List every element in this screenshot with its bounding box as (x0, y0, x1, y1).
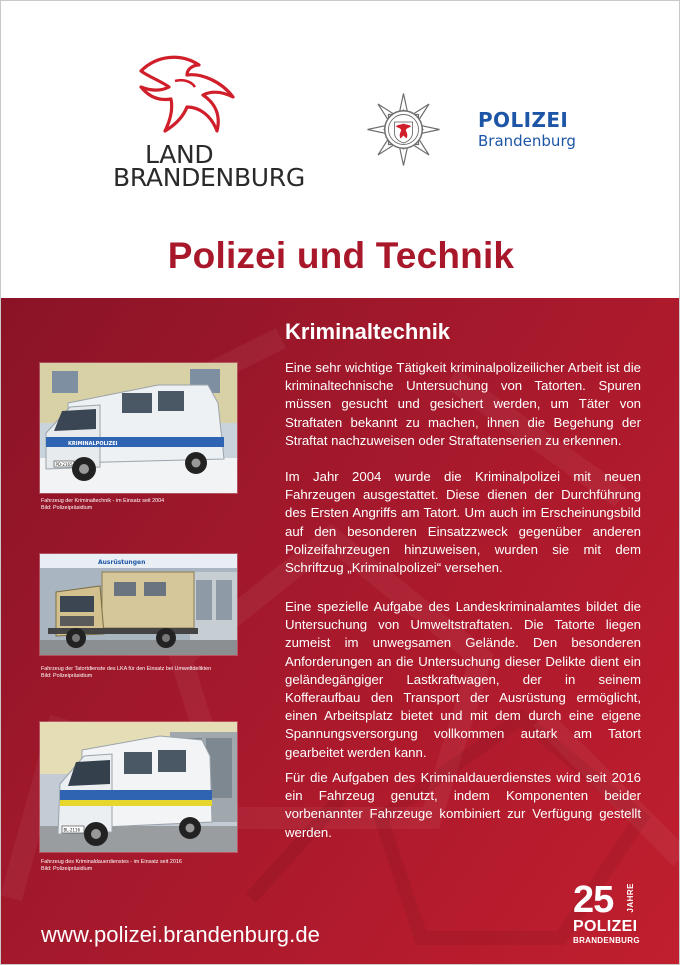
anniversary-badge (573, 881, 645, 951)
police-star-icon (366, 92, 441, 167)
photo-caption-1 (41, 498, 251, 512)
caption-text: Fahrzeug der Tatortdienste des LKA für den Einsatz bei Umweltdelikten (41, 666, 212, 672)
anniversary-number: 25 (573, 879, 614, 921)
section-title: Kriminaltechnik (285, 319, 451, 344)
eagle-icon (129, 51, 239, 146)
kdd-van-plate: BL-2116 (63, 827, 81, 833)
polizei-logo-subtitle: Brandenburg (478, 132, 576, 150)
caption-text: Fahrzeug des Kriminaldauerdienstes - im Einsatz seit 2016 (41, 859, 182, 865)
caption-credit: Bild: Polizeipräsidium (41, 505, 93, 511)
polizei-logo-title: POLIZEI (478, 108, 569, 132)
caption-credit: Bild: Polizeipräsidium (41, 673, 93, 679)
photo-caption-3 (41, 859, 251, 873)
polizei-brandenburg-logo (478, 109, 576, 151)
paragraph-1: Eine sehr wichtige Tätigkeit kriminalpolizeilicher Arbeit ist die kriminaltechnische Untersuchung von Tatorten. Spuren müssen gesucht und gesichert werden, um Täter von Straftaten bekannt zu machen, ihnen die Begehung der Straftat nachzuweisen oder Straftatenserien zu erkennen. (285, 360, 641, 448)
photo-caption-2 (41, 666, 251, 680)
caption-credit: Bild: Polizeipräsidium (41, 866, 93, 872)
caption-text: Fahrzeug der Kriminaltechnik - im Einsatz seit 2004 (41, 498, 165, 504)
anniversary-polizei: POLIZEI (573, 918, 638, 935)
paragraph-4: Für die Aufgaben des Kriminaldauerdienstes wird seit 2016 ein Fahrzeug genutzt, indem Komponenten beider vorbenannter Fahrzeuge kombiniert zur Verfügung gestellt werden. (285, 770, 641, 840)
page-title: Polizei und Technik (167, 235, 515, 276)
anniversary-jahre: JAHRE (626, 883, 635, 913)
anniversary-brandenburg: BRANDENBURG (573, 936, 640, 945)
land-text-line2: BRANDENBURG (113, 163, 305, 192)
building-sign: Ausrüstungen (98, 559, 146, 566)
photo-kdd-van (39, 721, 238, 853)
photo-kriminaltechnik-van (39, 362, 238, 494)
website-url: www.polizei.brandenburg.de (41, 922, 320, 947)
land-text-line1: LAND (145, 140, 214, 169)
van-lettering: KRIMINALPOLIZEI (68, 441, 118, 447)
photo-lka-truck (39, 553, 238, 656)
van-plate: PD-2165 (55, 462, 73, 467)
paragraph-3: Eine spezielle Aufgabe des Landeskriminalamtes bildet die Untersuchung von Umweltstraftaten. Die Tatorte liegen zumeist im unwegsamen Gelände. Den besonderen Anforderungen an die Untersuchung dieser Delikte dient ein geländegängiger Lastkraftwagen, der in seinem Kofferaufbau den Transport der Ausrüstung ermöglicht, einen Arbeitsplatz bietet und mit dem durch eine eigene Spannungsversorgung vollkommen autark am Tatort gearbeitet werden kann. (285, 599, 641, 760)
land-brandenburg-logo (109, 51, 305, 192)
paragraph-2: Im Jahr 2004 wurde die Kriminalpolizei mit neuen Fahrzeugen ausgestattet. Diese dienen der Durchführung des Ersten Angriffs am Tatort. Um auch im Erscheinungsbild auf den besonderen Einsatzzweck gegenüber anderen Polizeifahrzeugen hinzuweisen, wurden sie mit dem Schriftzug „Kriminalpolizei“ versehen. (285, 469, 641, 576)
header (1, 1, 680, 298)
